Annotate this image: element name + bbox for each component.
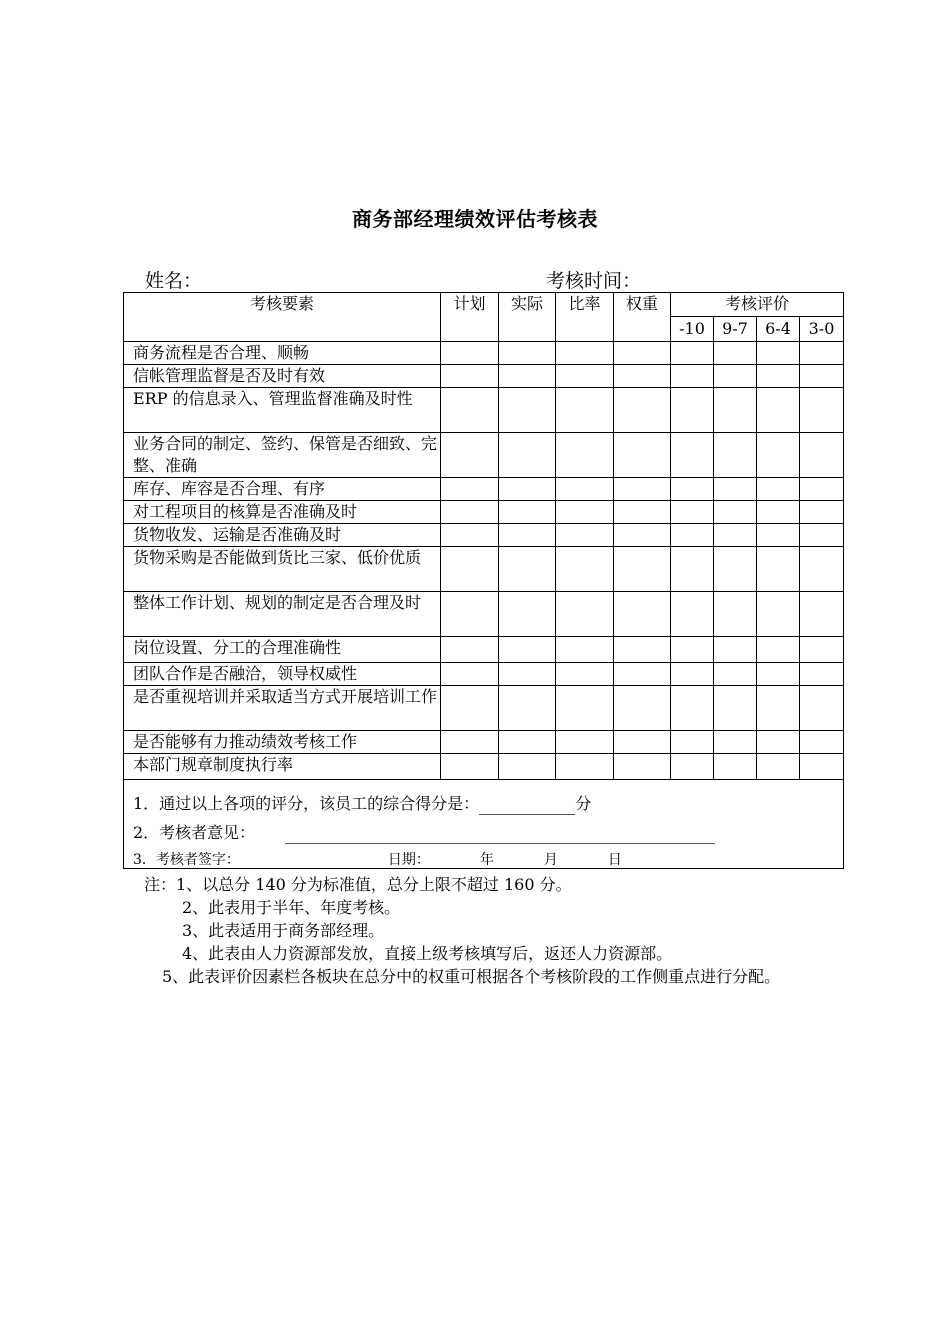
score-range-header: 6-4 <box>757 317 800 342</box>
factor-row <box>124 731 844 754</box>
factor-label: 业务合同的制定、签约、保管是否细致、完整、准确 <box>124 433 441 478</box>
plan-cell[interactable] <box>441 433 499 478</box>
score-cell[interactable] <box>671 663 714 686</box>
actual-cell[interactable] <box>499 547 556 592</box>
score-cell[interactable] <box>757 637 800 663</box>
score-cell[interactable] <box>671 342 714 365</box>
score-cell[interactable] <box>671 547 714 592</box>
plan-cell[interactable] <box>441 547 499 592</box>
score-cell[interactable] <box>757 686 800 731</box>
ratio-cell[interactable] <box>556 501 614 524</box>
score-cell[interactable] <box>800 592 844 637</box>
score-cell[interactable] <box>671 686 714 731</box>
weight-cell[interactable] <box>614 547 671 592</box>
factor-row <box>124 524 844 547</box>
day-field[interactable] <box>558 848 608 869</box>
reviewer-opinion-field[interactable] <box>285 821 715 844</box>
notes-section <box>144 873 814 988</box>
score-cell[interactable] <box>714 524 757 547</box>
score-cell[interactable] <box>671 478 714 501</box>
score-cell[interactable] <box>757 663 800 686</box>
total-score-field[interactable] <box>479 792 575 815</box>
score-cell[interactable] <box>800 547 844 592</box>
col-weight-header: 权重 <box>614 293 671 342</box>
factor-label: 本部门规章制度执行率 <box>124 754 441 780</box>
factor-row <box>124 478 844 501</box>
plan-cell[interactable] <box>441 524 499 547</box>
score-cell[interactable] <box>800 388 844 433</box>
factor-label: 是否重视培训并采取适当方式开展培训工作 <box>124 686 441 731</box>
month-label: 月 <box>543 852 558 868</box>
score-cell[interactable] <box>800 524 844 547</box>
score-cell[interactable] <box>671 524 714 547</box>
weight-cell[interactable] <box>614 478 671 501</box>
note-item: 2、此表用于半年、年度考核。 <box>182 898 401 917</box>
actual-cell[interactable] <box>499 637 556 663</box>
score-cell[interactable] <box>800 478 844 501</box>
actual-cell[interactable] <box>499 388 556 433</box>
factor-label: 团队合作是否融洽，领导权威性 <box>124 663 441 686</box>
score-cell[interactable] <box>757 731 800 754</box>
score-cell[interactable] <box>757 433 800 478</box>
factor-label: 对工程项目的核算是否准确及时 <box>124 501 441 524</box>
ratio-cell[interactable] <box>556 342 614 365</box>
plan-cell[interactable] <box>441 637 499 663</box>
ratio-cell[interactable] <box>556 686 614 731</box>
score-cell[interactable] <box>714 663 757 686</box>
actual-cell[interactable] <box>499 663 556 686</box>
factor-label: 货物采购是否能做到货比三家、低价优质 <box>124 547 441 592</box>
year-field[interactable] <box>430 848 480 869</box>
plan-cell[interactable] <box>441 663 499 686</box>
note-item: 3、此表适用于商务部经理。 <box>182 921 385 940</box>
ratio-cell[interactable] <box>556 731 614 754</box>
score-cell[interactable] <box>671 365 714 388</box>
factor-header: 考核要素 <box>124 293 441 342</box>
ratio-cell[interactable] <box>556 547 614 592</box>
score-cell[interactable] <box>714 342 757 365</box>
score-cell[interactable] <box>757 501 800 524</box>
score-range-header: -10 <box>671 317 714 342</box>
actual-cell[interactable] <box>499 686 556 731</box>
weight-cell[interactable] <box>614 592 671 637</box>
plan-cell[interactable] <box>441 365 499 388</box>
factor-row <box>124 663 844 686</box>
score-cell[interactable] <box>671 592 714 637</box>
score-cell[interactable] <box>714 365 757 388</box>
score-unit: 分 <box>575 794 592 813</box>
weight-cell[interactable] <box>614 637 671 663</box>
plan-cell[interactable] <box>441 342 499 365</box>
summary-section <box>124 780 844 869</box>
col-actual-header: 实际 <box>499 293 556 342</box>
signature-label: 3．考核者签字： <box>133 852 240 868</box>
weight-cell[interactable] <box>614 524 671 547</box>
assessment-time-label: 考核时间： <box>546 270 642 292</box>
factor-row <box>124 365 844 388</box>
score-cell[interactable] <box>671 731 714 754</box>
factor-row <box>124 547 844 592</box>
score-cell[interactable] <box>757 524 800 547</box>
score-range-header: 3-0 <box>800 317 844 342</box>
actual-cell[interactable] <box>499 365 556 388</box>
total-score-line <box>133 792 591 815</box>
plan-cell[interactable] <box>441 388 499 433</box>
score-cell[interactable] <box>800 731 844 754</box>
ratio-cell[interactable] <box>556 388 614 433</box>
score-cell[interactable] <box>800 663 844 686</box>
plan-cell[interactable] <box>441 501 499 524</box>
weight-cell[interactable] <box>614 388 671 433</box>
score-cell[interactable] <box>757 754 800 780</box>
weight-cell[interactable] <box>614 501 671 524</box>
total-score-label: 1．通过以上各项的评分，该员工的综合得分是： <box>133 794 480 813</box>
note-item: 注：1、以总分 140 分为标准值，总分上限不超过 160 分。 <box>144 875 572 894</box>
actual-cell[interactable] <box>499 342 556 365</box>
ratio-cell[interactable] <box>556 637 614 663</box>
ratio-cell[interactable] <box>556 478 614 501</box>
factor-label: 信帐管理监督是否及时有效 <box>124 365 441 388</box>
plan-cell[interactable] <box>441 686 499 731</box>
reviewer-opinion-label: 2．考核者意见： <box>133 823 256 842</box>
factor-label: 岗位设置、分工的合理准确性 <box>124 637 441 663</box>
score-cell[interactable] <box>714 754 757 780</box>
plan-cell[interactable] <box>441 478 499 501</box>
score-cell[interactable] <box>757 592 800 637</box>
weight-cell[interactable] <box>614 342 671 365</box>
date-label: 日期： <box>387 852 430 868</box>
score-cell[interactable] <box>757 478 800 501</box>
signature-field[interactable] <box>240 848 388 869</box>
actual-cell[interactable] <box>499 478 556 501</box>
score-cell[interactable] <box>714 547 757 592</box>
actual-cell[interactable] <box>499 524 556 547</box>
factor-row <box>124 592 844 637</box>
weight-cell[interactable] <box>614 686 671 731</box>
score-cell[interactable] <box>714 433 757 478</box>
score-cell[interactable] <box>800 637 844 663</box>
ratio-cell[interactable] <box>556 592 614 637</box>
score-cell[interactable] <box>671 433 714 478</box>
month-field[interactable] <box>494 848 544 869</box>
plan-cell[interactable] <box>441 754 499 780</box>
factor-label: 货物收发、运输是否准确及时 <box>124 524 441 547</box>
score-cell[interactable] <box>671 501 714 524</box>
ratio-cell[interactable] <box>556 663 614 686</box>
signature-line <box>133 848 622 869</box>
weight-cell[interactable] <box>614 754 671 780</box>
actual-cell[interactable] <box>499 592 556 637</box>
score-cell[interactable] <box>714 731 757 754</box>
score-cell[interactable] <box>757 342 800 365</box>
factor-row <box>124 686 844 731</box>
score-cell[interactable] <box>800 365 844 388</box>
weight-cell[interactable] <box>614 663 671 686</box>
plan-cell[interactable] <box>441 731 499 754</box>
factor-label: 整体工作计划、规划的制定是否合理及时 <box>124 592 441 637</box>
factor-row <box>124 388 844 433</box>
ratio-cell[interactable] <box>556 754 614 780</box>
factor-label: 商务流程是否合理、顺畅 <box>124 342 441 365</box>
factor-row <box>124 342 844 365</box>
score-cell[interactable] <box>714 686 757 731</box>
score-cell[interactable] <box>800 433 844 478</box>
score-cell[interactable] <box>800 686 844 731</box>
score-cell[interactable] <box>714 637 757 663</box>
weight-cell[interactable] <box>614 433 671 478</box>
factor-row <box>124 637 844 663</box>
actual-cell[interactable] <box>499 501 556 524</box>
score-cell[interactable] <box>671 754 714 780</box>
score-range-header: 9-7 <box>714 317 757 342</box>
score-cell[interactable] <box>714 478 757 501</box>
score-cell[interactable] <box>757 388 800 433</box>
score-cell[interactable] <box>800 501 844 524</box>
factor-label: 是否能够有力推动绩效考核工作 <box>124 731 441 754</box>
score-cell[interactable] <box>757 547 800 592</box>
reviewer-opinion-line <box>133 821 715 844</box>
ratio-cell[interactable] <box>556 524 614 547</box>
ratio-cell[interactable] <box>556 433 614 478</box>
actual-cell[interactable] <box>499 731 556 754</box>
day-label: 日 <box>607 852 622 868</box>
factor-label: 库存、库容是否合理、有序 <box>124 478 441 501</box>
factor-row <box>124 433 844 478</box>
assessment-table <box>123 292 844 869</box>
weight-cell[interactable] <box>614 731 671 754</box>
col-plan-header: 计划 <box>441 293 499 342</box>
score-cell[interactable] <box>800 754 844 780</box>
name-label: 姓名： <box>145 270 203 292</box>
note-item: 4、此表由人力资源部发放，直接上级考核填写后，返还人力资源部。 <box>182 944 673 963</box>
col-ratio-header: 比率 <box>556 293 614 342</box>
actual-cell[interactable] <box>499 754 556 780</box>
score-cell[interactable] <box>757 365 800 388</box>
evaluation-header: 考核评价 <box>671 293 844 317</box>
ratio-cell[interactable] <box>556 365 614 388</box>
plan-cell[interactable] <box>441 592 499 637</box>
score-cell[interactable] <box>671 637 714 663</box>
weight-cell[interactable] <box>614 365 671 388</box>
factor-row <box>124 501 844 524</box>
score-cell[interactable] <box>714 501 757 524</box>
score-cell[interactable] <box>714 592 757 637</box>
score-cell[interactable] <box>671 388 714 433</box>
form-title: 商务部经理绩效评估考核表 <box>352 207 598 231</box>
score-cell[interactable] <box>800 342 844 365</box>
note-item: 5、此表评价因素栏各板块在总分中的权重可根据各个考核阶段的工作侧重点进行分配。 <box>162 967 781 986</box>
factor-row <box>124 754 844 780</box>
year-label: 年 <box>479 852 494 868</box>
actual-cell[interactable] <box>499 433 556 478</box>
factor-label: ERP 的信息录入、管理监督准确及时性 <box>124 388 441 433</box>
score-cell[interactable] <box>714 388 757 433</box>
